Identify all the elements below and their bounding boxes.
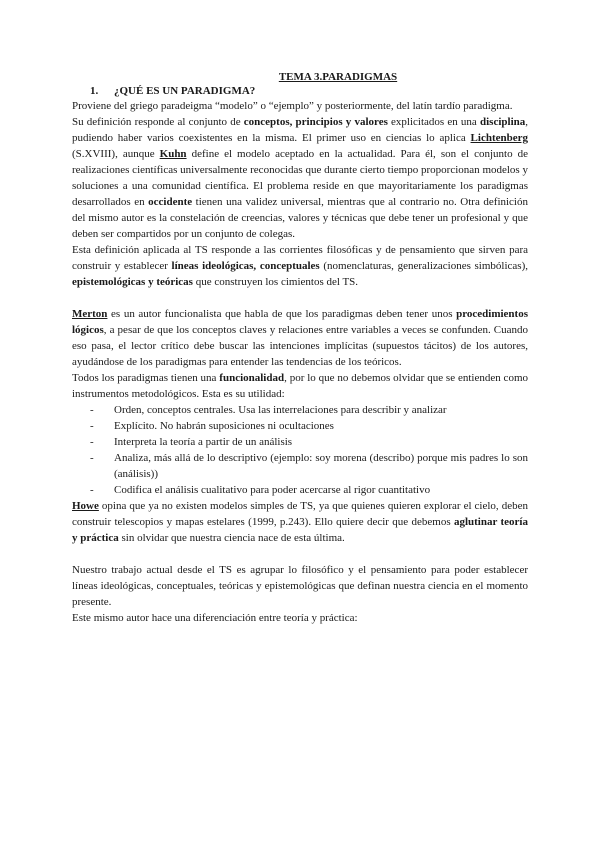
text-run: opina que ya no existen modelos simples de TS, ya que quienes quieren explorar el cielo, deben construir telescopios y mapas estelares (1999, p.243). Ello quiere decir que debemos — [72, 500, 528, 528]
emphasis: occidente — [148, 196, 193, 208]
list-item: - Codifica el análisis cualitativo para poder acercarse al rigor cuantitativo — [90, 482, 528, 498]
author-name: Merton — [72, 308, 108, 320]
paragraph-merton — [72, 306, 528, 370]
author-name: Lichtenberg — [470, 132, 528, 144]
section-title: ¿QUÉ ES UN PARADIGMA? — [114, 85, 256, 97]
paragraph-gap — [72, 546, 528, 562]
text-run: Su definición responde al conjunto de — [72, 116, 244, 128]
text-run: , pudiendo haber varios coexistentes en la misma. El primer uso en ciencias lo aplica — [72, 116, 528, 144]
author-name: Kuhn — [159, 148, 187, 160]
text-run: es un autor funcionalista que habla de que los paradigmas deben tener unos — [107, 308, 457, 320]
text-run: Esta definición aplicada al TS responde a las corrientes filosóficas y de pensamiento que sirven para construir y establecer — [72, 244, 528, 272]
text-run: explicitados en una — [387, 116, 480, 128]
section-heading — [90, 84, 528, 98]
text-run: sin olvidar que nuestra ciencia nace de esta última. — [118, 532, 345, 544]
paragraph-etymology: Proviene del griego paradeigma “modelo” o “ejemplo” y posteriormente, del latín tardío paradigma. — [72, 100, 513, 112]
page-title: TEMA 3.PARADIGMAS — [278, 71, 398, 83]
list-item: - Explícito. No habrán suposiciones ni ocultaciones — [90, 418, 528, 434]
list-item: - Orden, conceptos centrales. Usa las interrelaciones para describir y analizar — [90, 402, 528, 418]
section-number: 1. — [90, 85, 99, 97]
list-item: - Interpreta la teoría a partir de un análisis — [90, 434, 528, 450]
text-run: (S.XVIII), aunque — [72, 148, 160, 160]
paragraph-current-work: Nuestro trabajo actual desde el TS es agrupar lo filosófico y el pensamiento para poder establecer líneas ideológicas, conceptuales, teóricas y epistemológicas que definan nuestra ciencia en el momento presente. — [72, 564, 528, 608]
emphasis: conceptos, principios y valores — [243, 116, 388, 128]
paragraph-differentiation: Este mismo autor hace una diferenciación entre teoría y práctica: — [72, 612, 358, 624]
text-run: , a pesar de que los conceptos claves y relaciones entre variables a veces se confunden. Cuando eso pasa, el lector crítico debe buscar las intenciones implícitas (supuestos tácitos) de los autores, ayudándose de los paradigmas para entender las tendencias de los teóricos. — [72, 324, 528, 368]
text-run: tienen una validez universal, mientras que al contrario no. Otra definición del mismo autor es la constelación de creencias, valores y técnicas que debe tener un profesional y que deben ser compartidos por un conjunto de colegas. — [72, 196, 528, 240]
emphasis: funcionalidad — [219, 372, 285, 384]
emphasis: líneas ideológicas, conceptuales — [171, 260, 320, 272]
utility-list — [72, 402, 528, 498]
text-run: define el modelo aceptado en la actualidad. Para él, son el conjunto de realizaciones científicas universalmente reconocidas que durante cierto tiempo proporcionan modelos y soluciones a una comunidad científica. El problema reside en que mayoritariamente los paradigmas desarrollados en — [72, 148, 528, 208]
emphasis: disciplina — [480, 116, 526, 128]
emphasis: epistemológicas y teóricas — [72, 276, 193, 288]
paragraph-howe — [72, 498, 528, 546]
document-body — [72, 70, 528, 626]
paragraph-ts-definition — [72, 242, 528, 290]
paragraph-functionality — [72, 370, 528, 402]
list-item: - Analiza, más allá de lo descriptivo (ejemplo: soy morena (describo) porque mis padres lo son (análisis)) — [90, 450, 528, 482]
text-run: Todos los paradigmas tienen una — [72, 372, 220, 384]
paragraph-definition — [72, 114, 528, 242]
paragraph-gap — [72, 290, 528, 306]
text-run: (nomenclaturas, generalizaciones simbólicas), — [319, 260, 528, 272]
emphasis: aglutinar teoría y práctica — [72, 516, 528, 544]
text-run: que construyen los cimientos del TS. — [192, 276, 359, 288]
author-name: Howe — [72, 500, 99, 512]
emphasis: procedimientos lógicos — [72, 308, 528, 336]
text-run: , por lo que no debemos olvidar que se entienden como instrumentos metodológicos. Esta es su utilidad: — [72, 372, 528, 400]
